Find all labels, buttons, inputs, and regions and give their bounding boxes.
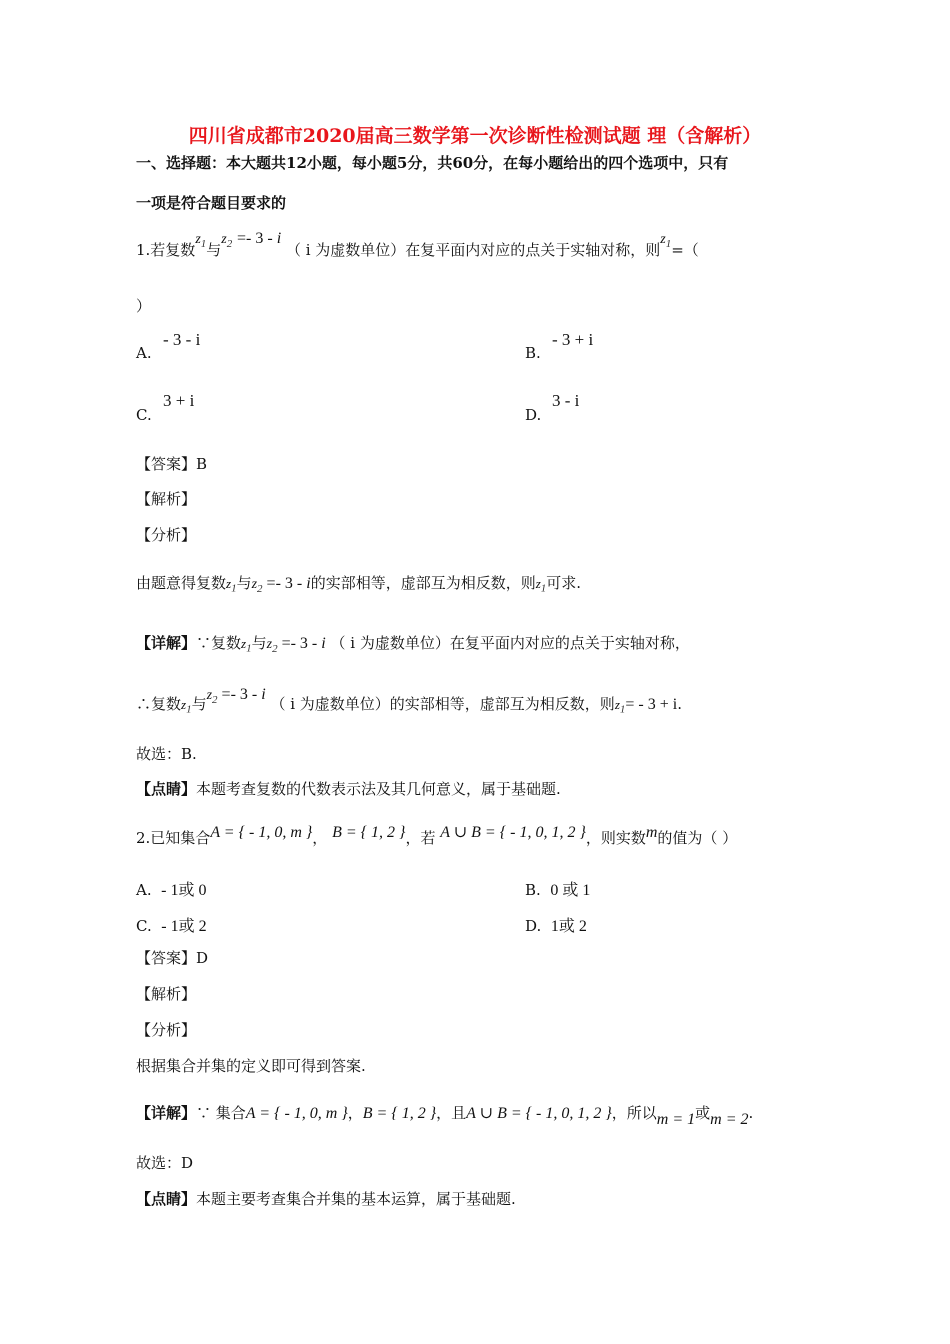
q2-option-b: B. 0 或 1 xyxy=(525,881,591,899)
q2-union: A ∪ B = { - 1, 0, 1, 2 } xyxy=(440,824,586,841)
q1-detail-line2: ∴复数$z_1$与$z_2 =- 3 - i$ （ i 为虚数单位）的实部相等，虚部互为相反数，则$z_1= - 3 + i$. xyxy=(136,686,682,716)
q1-option-b-letter: B. xyxy=(525,344,541,362)
q1-stem: 1.若复数$z_1$与$z_2 =- 3 - i$ （ i 为虚数单位）在复平面内对应的点关于实轴对称，则$z_1=$（ xyxy=(136,230,699,259)
q1-jiexi-heading: 【解析】 xyxy=(136,490,197,508)
q1-z2: $z_2$ xyxy=(221,232,233,250)
q1-option-d-letter: D. xyxy=(525,406,542,424)
q2-stem: 2.已知集合A = { - 1, 0, m }， B = { 1, 2 }，若 A ∪ B = { - 1, 0, 1, 2 }，则实数m的值为（ ） xyxy=(136,824,738,847)
q1-z1-again: $z_1$ xyxy=(660,232,672,250)
section-heading-line1: 一、选择题：本大题共12小题，每小题5分，共60分，在每小题给出的四个选项中，只有 xyxy=(136,154,729,172)
q1-option-b-value: - 3 + i xyxy=(552,330,594,349)
q2-set-a: A = { - 1, 0, m } xyxy=(210,824,313,841)
q1-dianjing: 【点睛】本题考查复数的代数表示法及其几何意义，属于基础题. xyxy=(136,780,561,798)
q2-detail: 【详解】∵ 集合A = { - 1, 0, m }，B = { 1, 2 }，且A ∪ B = { - 1, 0, 1, 2 }，所以m = 1或m = 2. xyxy=(136,1104,754,1128)
section-heading-line2: 一项是符合题目要求的 xyxy=(136,194,287,212)
q1-option-c-value: 3 + i xyxy=(163,391,195,410)
q1-z1: $z_1$ xyxy=(195,232,207,250)
q2-answer: 【答案】D xyxy=(136,949,209,967)
q2-option-c: C. - 1或 2 xyxy=(136,917,207,935)
document-title: 四川省成都市2020届高三数学第一次诊断性检测试题 理（含解析） xyxy=(188,125,762,147)
q1-option-a-value: - 3 - i xyxy=(163,330,201,349)
q2-analysis: 根据集合并集的定义即可得到答案. xyxy=(136,1057,366,1075)
q1-detail-line1: 【详解】∵复数$z_1$与$z_2 =- 3 - i$ （ i 为虚数单位）在复平面内对应的点关于实轴对称， xyxy=(136,634,690,655)
q1-option-c-letter: C. xyxy=(136,406,152,424)
q2-choose: 故选：D xyxy=(136,1154,194,1172)
q2-dianjing: 【点睛】本题主要考查集合并集的基本运算，属于基础题. xyxy=(136,1190,516,1208)
q1-option-a-letter: A. xyxy=(136,344,152,362)
q1-analysis: 由题意得复数$z_1$与$z_2 =- 3 - i$的实部相等，虚部互为相反数，则$z_1$可求. xyxy=(136,574,582,595)
q2-set-b: B = { 1, 2 } xyxy=(332,824,406,841)
q2-option-d: D. 1或 2 xyxy=(525,917,587,935)
q2-fenxi-heading: 【分析】 xyxy=(136,1021,197,1039)
q2-option-a: A. - 1或 0 xyxy=(136,881,207,899)
q1-fenxi-heading: 【分析】 xyxy=(136,526,197,544)
q1-choose: 故选：B. xyxy=(136,745,197,763)
q1-answer: 【答案】B xyxy=(136,455,208,473)
q2-jiexi-heading: 【解析】 xyxy=(136,985,197,1003)
q1-option-d-value: 3 - i xyxy=(552,391,580,410)
q1-stem-close: ） xyxy=(136,297,152,315)
